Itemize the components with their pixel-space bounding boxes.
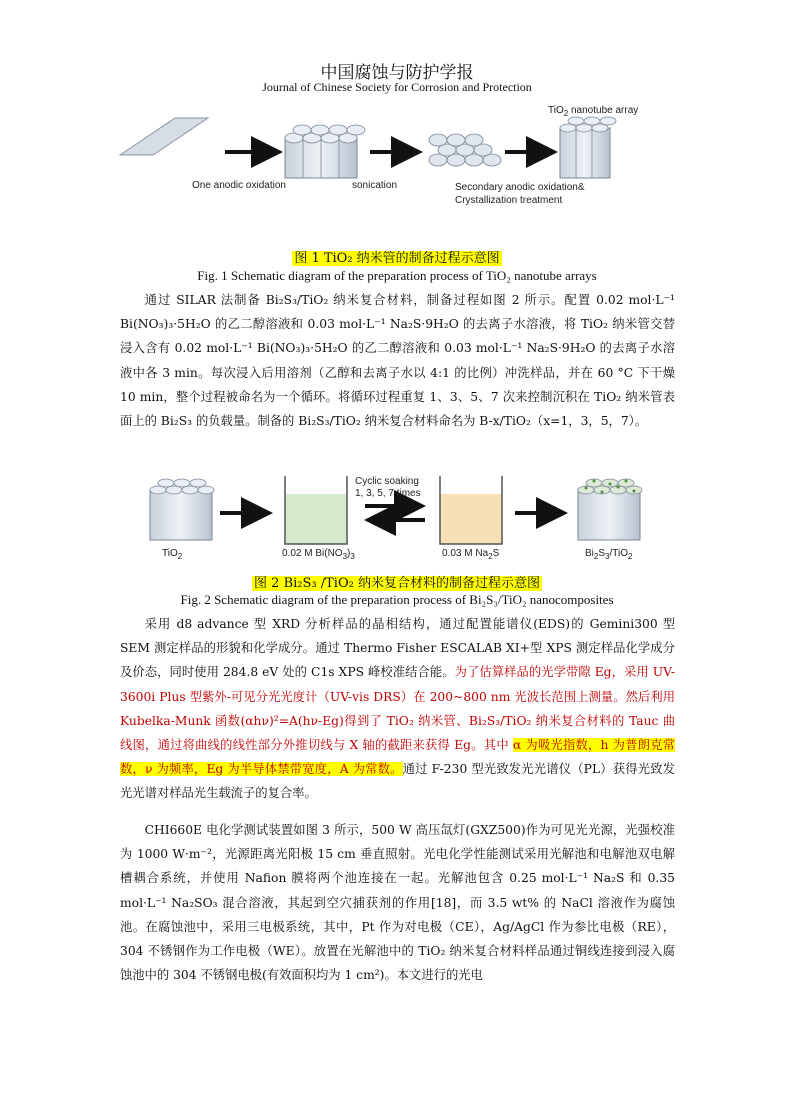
figure-2 — [0, 468, 794, 568]
beaker-na2s — [440, 476, 502, 544]
fig2-label-tio2: TiO$_2$ — [162, 548, 183, 561]
characterization-text: 采用 d8 advance 型 XRD 分析样品的晶相结构，通过配置能谱仪(EDS)的 Gemini300 型 SEM 测定样品的形貌和化学成分。通过 Thermo Fisher ESCALAB XI+型 XPS 测定样品化学成分及价态，同时使用 284.8 eV 处的 C1s XPS 峰校准结合能。 — [120, 617, 675, 680]
tio2-tubes — [150, 479, 214, 540]
figure-1-schematic — [0, 100, 794, 212]
fig2-label-cyc2: 1, 3, 5, 7 times — [355, 488, 421, 499]
beaker-bi — [285, 476, 347, 544]
fig1-label-step2: sonication — [352, 180, 398, 191]
fig2-label-na: 0.03 M $Na_2S$ — [442, 548, 500, 561]
journal-title-en: Journal of Chinese Society for Corrosion and Protection — [262, 80, 532, 94]
fig2-label-comp: $Bi_2S_3/TiO_2$ — [585, 548, 633, 561]
highlighted-definition: α 为吸光指数，h 为普朗克常数，ν 为频率，Eg 为半导体禁带宽度，A 为常数。 — [120, 738, 675, 777]
figure-2-caption-cn: 图 2 Bi₂S₃ /TiO₂ 纳米复合材料的制备过程示意图 — [254, 576, 540, 591]
fig1-label-step3b: Crystallization treatment — [455, 195, 563, 206]
paragraph-characterization — [120, 612, 675, 806]
fig2-label-cyc1: Cyclic soaking — [355, 476, 419, 487]
pl-text: 通过 F-230 型光致发光光谱仪（PL）获得光致发光光谱对样品光生载流子的复合率。 — [120, 762, 675, 801]
paragraph-silar: 通过 SILAR 法制备 Bi₂S₃/TiO₂ 纳米复合材料，制备过程如图 2 所示。配置 0.02 mol·L⁻¹ Bi(NO₃)₃·5H₂O 的乙二醇溶液和 0.03 mol·L⁻¹ Na₂S·9H₂O 的去离子水溶液，将 TiO₂ 纳米管交替浸入含有 0.02 mol·L⁻¹ Bi(NO₃)₃·5H₂O 的乙二醇溶液和 0.03 mol·L⁻¹ Na₂S·9H₂O 的去离子水溶液中各 3 min。每次浸入后用溶剂（乙醇和去离子水以 4:1 的比例）冲洗样品，并在 60 °C 下干燥 10 min，整个过程被命名为一个循环。将循环过程重复 1、3、5、7 次来控制沉积在 TiO₂ 纳米管表面上的 Bi₂S₃ 的负载量。制备的 Bi₂S₃/TiO₂ 纳米复合材料命名为 B-x/TiO₂（x=1，3，5，7）。 — [120, 293, 675, 429]
dimple-pattern — [429, 134, 501, 166]
bandgap-text: 为了估算样品的光学带隙 Eg，采用 UV-3600i Plus 型紫外-可见分光光度计（UV-vis DRS）在 200~800 nm 光波长范围上测量。然后利用 Kubelka-Munk 函数(αhν)²=A(hν-Eg)得到了 TiO₂ 纳米管、Bi₂S₃/TiO₂ 纳米复合材料的 Tauc 曲线图，通过将曲线的线性部分外推切线与 X 轴的截距来获得 Eg。其中 — [120, 665, 675, 753]
figure-1-caption-cn: 图 1 TiO₂ 纳米管的制备过程示意图 — [294, 251, 500, 266]
tube-block-2 — [560, 117, 616, 178]
figure-1-caption-en: Fig. 1 Schematic diagram of the preparation process of TiO₂ nanotube arrays — [197, 268, 597, 283]
fig1-label-step1: One anodic oxidation — [192, 180, 286, 191]
figure-2-caption-en: Fig. 2 Schematic diagram of the preparation process of Bi₂S₃/TiO₂ nanocomposites — [180, 592, 614, 607]
journal-title-cn: 中国腐蚀与防护学报 — [320, 63, 474, 83]
fig1-label-array: TiO$_2$ nanotube array — [548, 105, 639, 118]
fig1-label-step3a: Secondary anodic oxidation& — [455, 182, 585, 193]
tube-block-1 — [285, 125, 365, 178]
figure-1 — [0, 100, 794, 212]
paragraph-electrochemical: CHI660E 电化学测试装置如图 3 所示，500 W 高压氙灯(GXZ500)作为可见光光源，光强校准为 1000 W·m⁻²，光源距离光阳极 15 cm 垂直照射。光电化学性能测试采用光解池和电解池双电解槽耦合系统，并使用 Nafion 膜将两个池连接在一起。光解池包含 0.25 mol·L⁻¹ Na₂S 和 0.35 mol·L⁻¹ Na₂SO₃ 混合溶液，其起到空穴捕获剂的作用[18]，而 3.5 wt% 的 NaCl 溶液作为腐蚀池。在腐蚀池中，采用三电极系统，其中，Pt 作为对电极（CE），Ag/AgCl 作为参比电极（RE），304 不锈钢作为工作电极（WE）。放置在光解池中的 TiO₂ 纳米复合材料样品通过铜线连接到浸入腐蚀池中的 304 不锈钢电极(有效面积均为 1 cm²)。本文进行的光电 — [120, 823, 675, 983]
composite-tubes — [578, 479, 642, 540]
fig2-label-bi: 0.02 M $Bi(NO_3)_3$ — [282, 548, 355, 561]
